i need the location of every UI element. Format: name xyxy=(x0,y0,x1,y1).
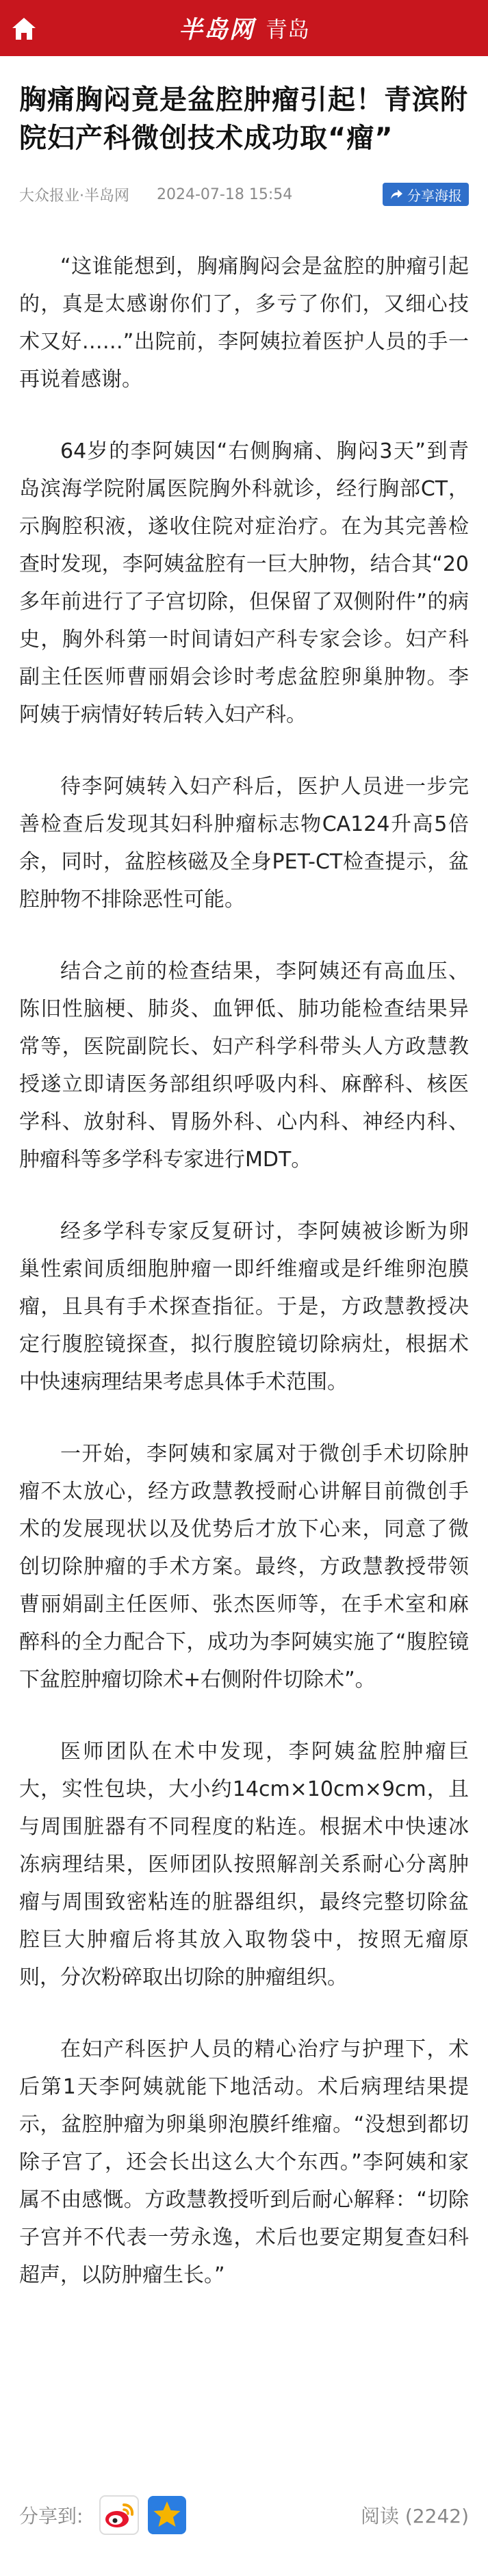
article-paragraph: 经多学科专家反复研讨，李阿姨被诊断为卵巢性索间质细胞肿瘤一即纤维瘤或是纤维卵泡膜瘤，且具有手术探查指征。于是，方政慧教授决定行腹腔镜探查，拟行腹腔镜切除病灶，根据术中快速病理结果考虑具体手术范围。 xyxy=(19,1220,469,1394)
brand-city: 青岛 xyxy=(266,16,310,42)
article-date: 2024-07-18 15:54 xyxy=(157,185,293,203)
article-paragraph: 结合之前的检查结果，李阿姨还有高血压、陈旧性脑梗、肺炎、血钾低、肺功能检查结果异常等，医院副院长、妇产科学科带头人方政慧教授遂立即请医务部组织呼吸内科、麻醉科、核医学科、放射科、胃肠外科、心内科、神经内科、肿瘤科等多学科专家进行MDT。 xyxy=(19,959,469,1172)
read-count: 阅读 (2242) xyxy=(360,2505,469,2527)
star-icon[interactable] xyxy=(147,2495,187,2535)
site-brand[interactable] xyxy=(179,11,309,45)
article-source: 大众报业·半岛网 xyxy=(19,187,129,205)
article-paragraph: 64岁的李阿姨因“右侧胸痛、胸闷3天”到青岛滨海学院附属医院胸外科就诊，经行胸部CT，示胸腔积液，遂收住院对症治疗。在为其完善检查时发现，李阿姨盆腔有一巨大肿物，结合其“20多年前进行了子宫切除，但保留了双侧附件”的病史，胸外科第一时间请妇产科专家会诊。妇产科副主任医师曹丽娟会诊时考虑盆腔卵巢肿物。李阿姨于病情好转后转入妇产科。 xyxy=(19,439,469,727)
article-paragraph: 待李阿姨转入妇产科后，医护人员进一步完善检查后发现其妇科肿瘤标志物CA124升高5倍余，同时，盆腔核磁及全身PET-CT检查提示，盆腔肿物不排除恶性可能。 xyxy=(19,775,469,912)
article-body xyxy=(19,248,469,2294)
top-navigation-bar xyxy=(0,0,488,56)
article-paragraph: 医师团队在术中发现，李阿姨盆腔肿瘤巨大，实性包块，大小约14cm×10cm×9cm，且与周围脏器有不同程度的粘连。根据术中快速冰冻病理结果，医师团队按照解剖关系耐心分离肿瘤与周围致密粘连的脏器组织，最终完整切除盆腔巨大肿瘤后将其放入取物袋中，按照无瘤原则，分次粉碎取出切除的肿瘤组织。 xyxy=(19,1740,469,1989)
article-title: 胸痛胸闷竟是盆腔肿瘤引起！青滨附院妇产科微创技术成功取“瘤” xyxy=(19,84,468,154)
home-icon[interactable] xyxy=(10,15,38,42)
brand-logo: 半岛网 xyxy=(178,16,255,44)
share-poster-label: 分享海报 xyxy=(407,187,462,204)
article-paragraph: 在妇产科医护人员的精心治疗与护理下，术后第1天李阿姨就能下地活动。术后病理结果提示，盆腔肿瘤为卵巢卵泡膜纤维瘤。“没想到都切除子宫了，还会长出这么大个东西。”李阿姨和家属不由感慨。方政慧教授听到后耐心解释：“切除子宫并不代表一劳永逸，术后也要定期复查妇科超声，以防肿瘤生长。” xyxy=(19,2037,469,2287)
share-icon xyxy=(389,188,403,201)
weibo-icon[interactable] xyxy=(99,2495,139,2535)
article xyxy=(19,81,469,2328)
article-footer xyxy=(19,2491,469,2539)
share-poster-button[interactable] xyxy=(383,183,469,206)
article-meta xyxy=(19,181,469,208)
article-paragraph: “这谁能想到，胸痛胸闷会是盆腔的肿瘤引起的，真是太感谢你们了，多亏了你们，又细心技术又好……”出院前，李阿姨拉着医护人员的手一再说着感谢。 xyxy=(19,255,469,391)
share-label: 分享到: xyxy=(19,2505,84,2527)
article-paragraph: 一开始，李阿姨和家属对于微创手术切除肿瘤不太放心，经方政慧教授耐心讲解目前微创手术的发展现状以及优势后才放下心来，同意了微创切除肿瘤的手术方案。最终，方政慧教授带领曹丽娟副主任医师、张杰医师等，在手术室和麻醉科的全力配合下，成功为李阿姨实施了“腹腔镜下盆腔肿瘤切除术+右侧附件切除术”。 xyxy=(19,1442,469,1692)
